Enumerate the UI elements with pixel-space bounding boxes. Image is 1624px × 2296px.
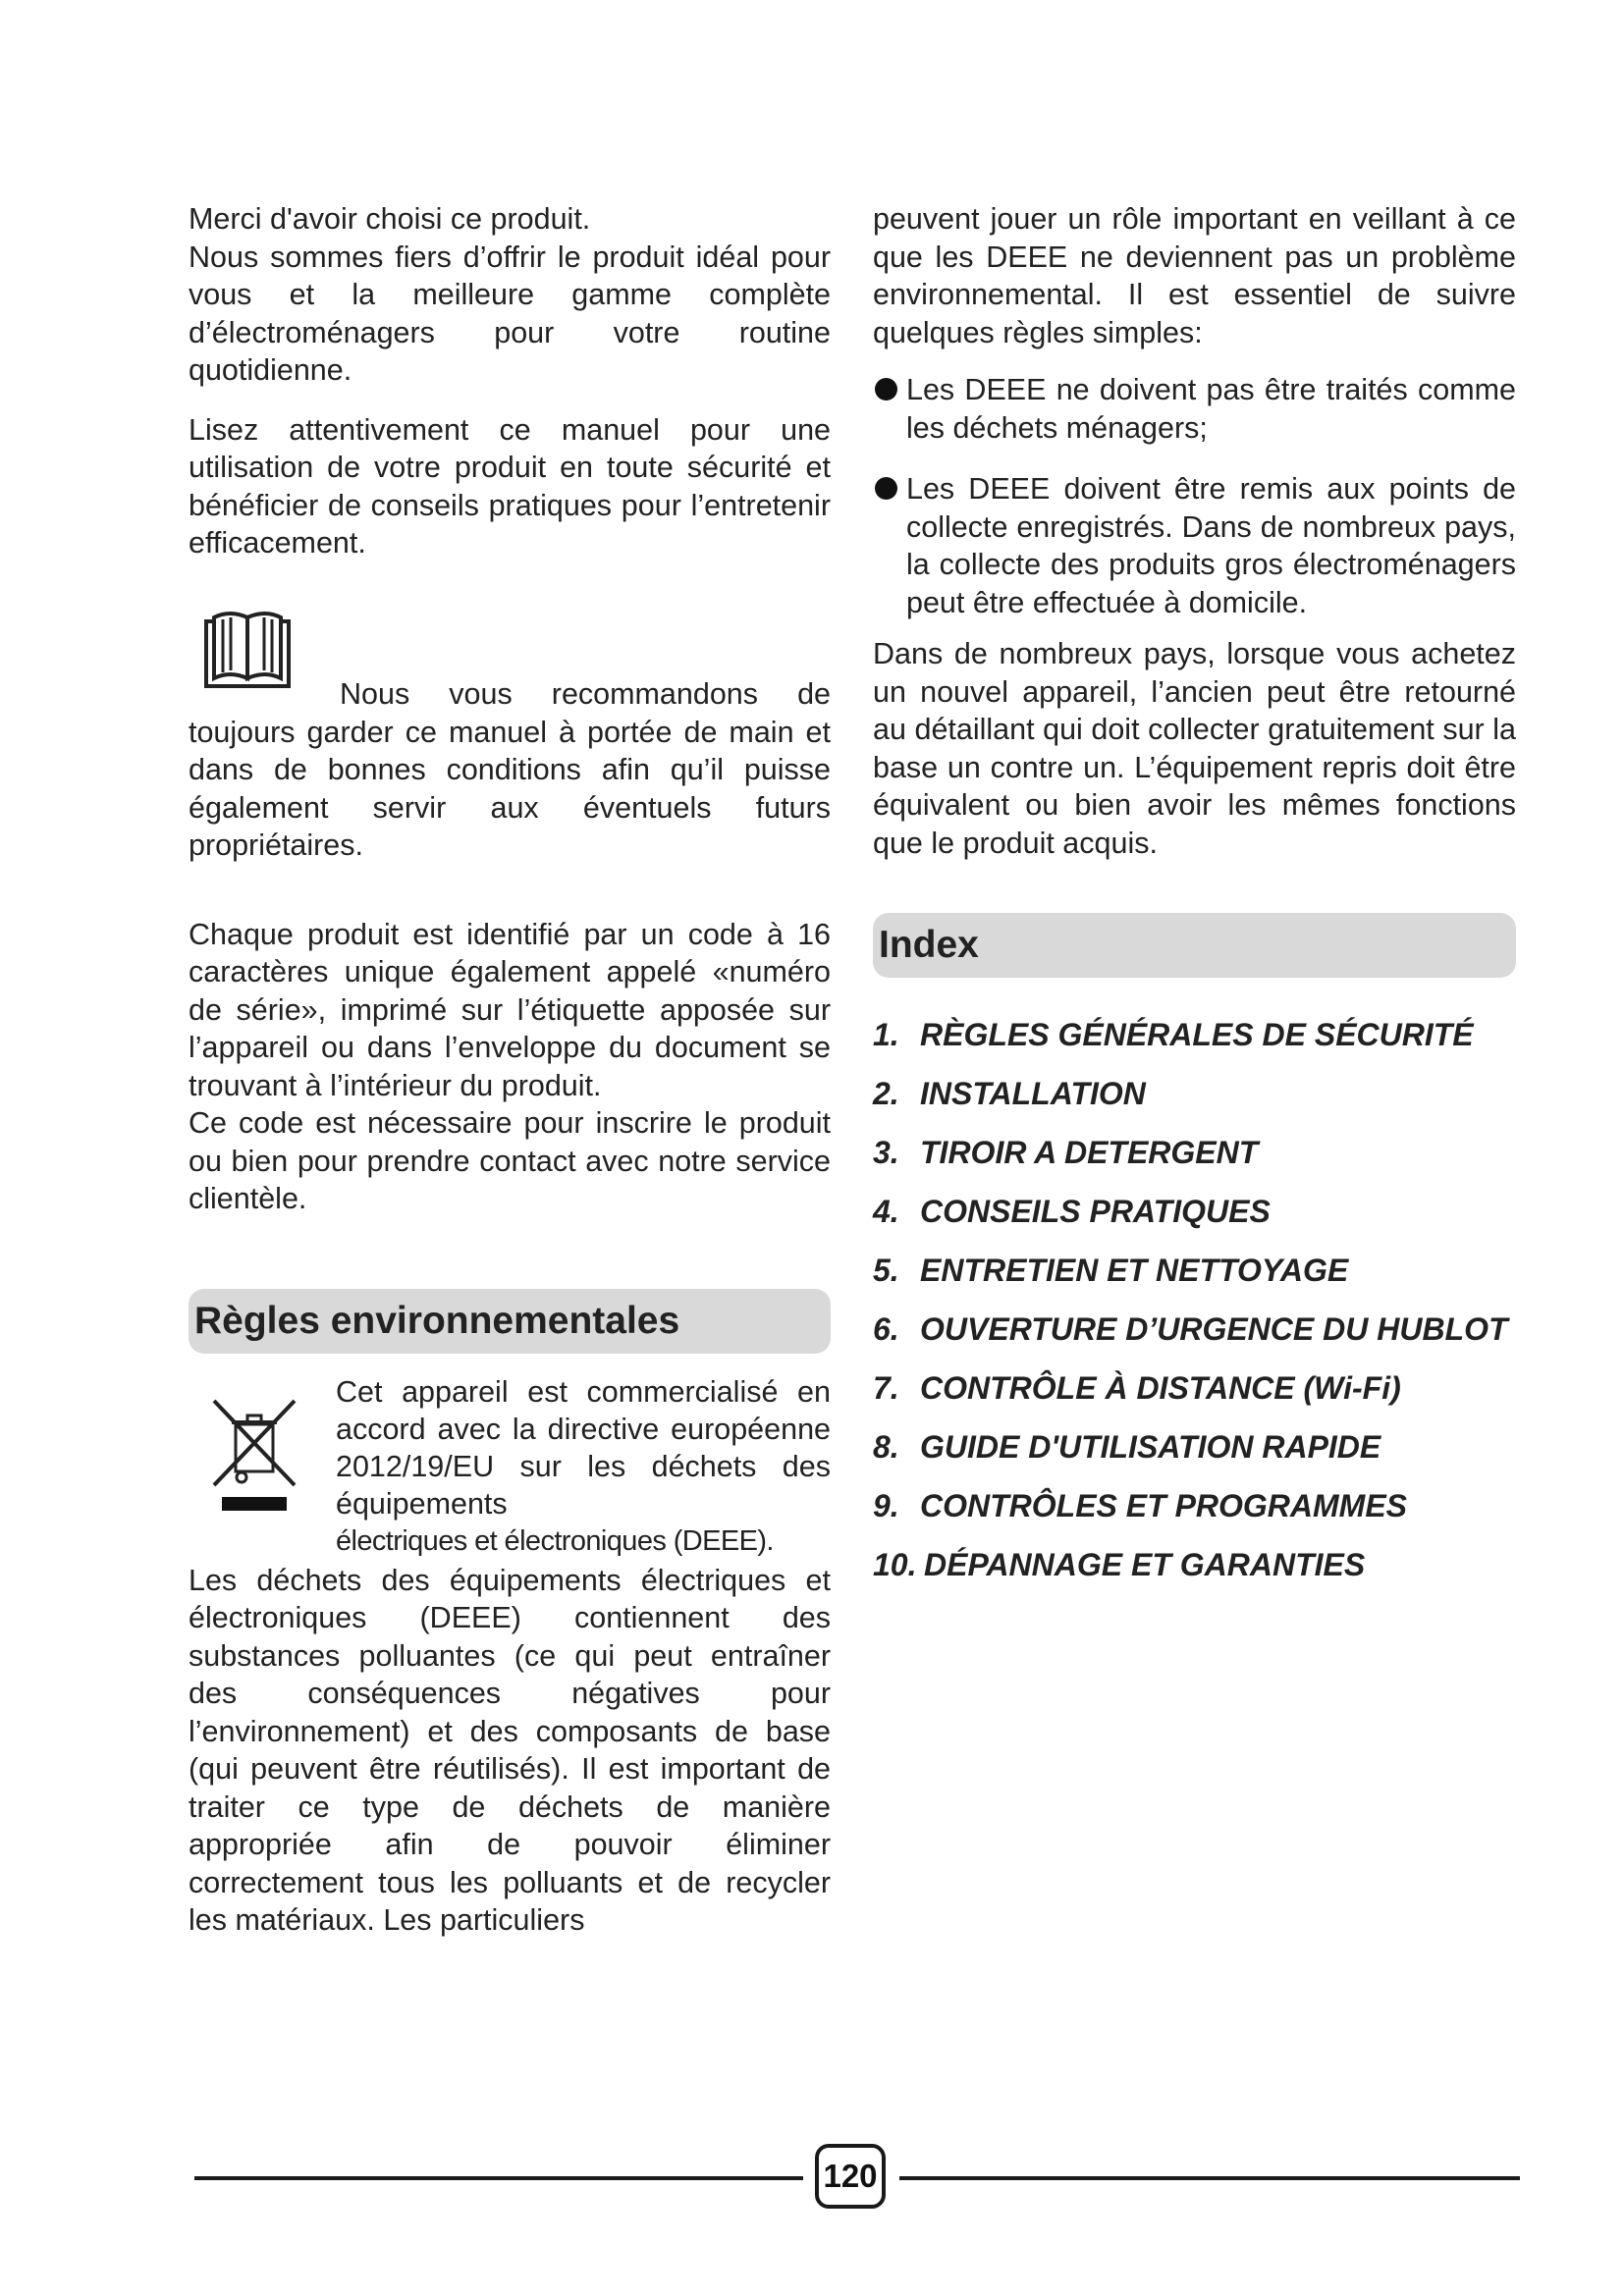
left-column	[189, 200, 831, 1940]
intro-read-manual: Lisez attentivement ce manuel pour une utilisation de votre produit en toute sécurité et bénéficier de conseils pratiques pour l’entretenir efficacement.	[189, 412, 831, 560]
index-list	[873, 1015, 1516, 1585]
index-item[interactable]: 8. GUIDE D'UTILISATION RAPIDE	[873, 1429, 1381, 1465]
recommend-rest: toujours garder ce manuel à portée de main et dans de bonnes conditions afin qu’il puisse également servir aux éventuels futurs propriétaires.	[189, 715, 831, 862]
weee-description: Les déchets des équipements électriques et électroniques (DEEE) contiennent des substances polluantes (ce qui peut entraîner des conséquences négatives pour l’environnement) et des composants de base (qui peuvent être réutilisés). Il est important de traiter ce type de déchets de manière appropriée afin de pouvoir éliminer correctement tous les polluants et de recycler les matériaux. Les particuliers	[189, 1563, 831, 1937]
list-item: Les DEEE doivent être remis aux points de collecte enregistrés. Dans de nombreux pays, la collecte des produits gros électroménagers peut être effectuée à domicile.	[873, 470, 1516, 621]
list-item: Les DEEE ne doivent pas être traités comme les déchets ménagers;	[873, 371, 1516, 447]
index-section-title: Index	[873, 913, 1516, 978]
weee-block	[189, 1373, 831, 1562]
index-item[interactable]: 5. ENTRETIEN ET NETTOYAGE	[873, 1253, 1349, 1288]
serial-code-info: Chaque produit est identifié par un code à 16 caractères unique également appelé «numéro de série», imprimé sur l’étiquette apposée sur l’appareil ou dans l’enveloppe du document se trouvant à l’intérieur du produit.	[189, 917, 831, 1102]
index-item[interactable]: 3. TIROIR A DETERGENT	[873, 1135, 1259, 1170]
recommend-first-line: Nous vous recommandons de	[340, 677, 831, 711]
index-item[interactable]: 6. OUVERTURE D’URGENCE DU HUBLOT	[873, 1311, 1508, 1347]
intro-thanks: Merci d'avoir choisi ce produit.	[189, 202, 591, 236]
weee-rules-list	[873, 371, 1516, 621]
environment-section-title: Règles environnementales	[189, 1289, 831, 1354]
weee-directive-end: électriques et électroniques (DEEE).	[336, 1524, 774, 1557]
retailer-return-info: Dans de nombreux pays, lorsque vous achetez un nouvel appareil, l’ancien peut être retourné au détaillant qui doit collecter gratuitement sur la base un contre un. L’équipement repris doit être équivalent ou bien avoir les mêmes fonctions que le produit acquis.	[873, 637, 1516, 860]
page-number: 120	[815, 2144, 886, 2209]
weee-directive-text: Cet appareil est commercialisé en accord avec la directive européenne 2012/19/EU sur les déchets des équipements	[336, 1374, 831, 1521]
footer-rule-right	[899, 2176, 1520, 2180]
crossed-bin-icon	[212, 1399, 297, 1517]
index-item[interactable]: 1. RÈGLES GÉNÉRALES DE SÉCURITÉ	[873, 1017, 1474, 1052]
page-footer	[194, 2140, 1520, 2218]
right-column	[873, 200, 1516, 1604]
weee-continued: peuvent jouer un rôle important en veillant à ce que les DEEE ne deviennent pas un problème environnemental. Il est essentiel de suivre quelques règles simples:	[873, 202, 1516, 349]
index-item[interactable]: 2. INSTALLATION	[873, 1076, 1146, 1111]
index-item[interactable]: 4. CONSEILS PRATIQUES	[873, 1194, 1271, 1229]
manual-recommendation-row	[189, 621, 831, 714]
footer-rule-left	[194, 2176, 803, 2180]
open-book-icon	[204, 608, 291, 690]
serial-code-usage: Ce code est nécessaire pour inscrire le produit ou bien pour prendre contact avec notre service clientèle.	[189, 1106, 831, 1215]
bullet-icon	[875, 378, 897, 400]
intro-proud: Nous sommes fiers d’offrir le produit idéal pour vous et la meilleure gamme complète d’électroménagers pour votre routine quotidienne.	[189, 240, 831, 387]
bullet-icon	[875, 477, 897, 500]
index-item[interactable]: 7. CONTRÔLE À DISTANCE (Wi-Fi)	[873, 1370, 1401, 1406]
index-item[interactable]: 9. CONTRÔLES ET PROGRAMMES	[873, 1488, 1408, 1523]
index-item[interactable]: 10. DÉPANNAGE ET GARANTIES	[873, 1547, 1366, 1582]
